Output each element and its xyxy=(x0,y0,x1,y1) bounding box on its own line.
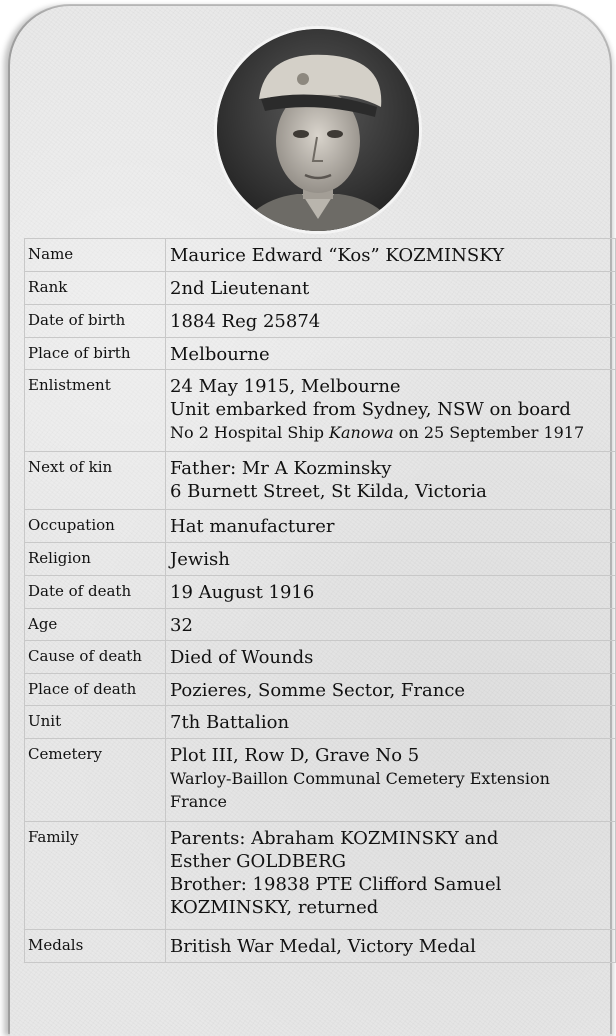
value-line: Parents: Abraham KOZMINSKY and xyxy=(170,828,499,849)
value-place-of-death xyxy=(166,674,616,706)
value-line: 1884 Reg 25874 xyxy=(170,311,321,332)
row-rank xyxy=(25,272,616,305)
value-cemetery xyxy=(166,739,616,822)
value-age xyxy=(166,609,616,641)
value-line xyxy=(170,421,615,444)
value-line: British War Medal, Victory Medal xyxy=(170,936,476,957)
label-occupation: Occupation xyxy=(25,510,166,543)
value-line: Died of Wounds xyxy=(170,647,314,668)
row-age xyxy=(25,609,616,641)
value-date-of-birth xyxy=(166,305,616,338)
row-date-of-birth xyxy=(25,305,616,338)
value-line: 19 August 1916 xyxy=(170,582,315,603)
row-unit xyxy=(25,706,616,739)
label-unit: Unit xyxy=(25,706,166,739)
service-details-table xyxy=(24,238,616,963)
row-next-of-kin xyxy=(25,452,616,510)
row-enlistment xyxy=(25,370,616,452)
value-line: 2nd Lieutenant xyxy=(170,278,310,299)
value-family xyxy=(166,822,616,930)
value-line: KOZMINSKY, returned xyxy=(170,897,379,918)
value-religion xyxy=(166,543,616,576)
label-age: Age xyxy=(25,609,166,641)
value-line: 24 May 1915, Melbourne xyxy=(170,376,401,397)
value-rank xyxy=(166,272,616,305)
value-line: Brother: 19838 PTE Clifford Samuel xyxy=(170,874,502,895)
value-name xyxy=(166,239,616,272)
label-medals: Medals xyxy=(25,930,166,963)
label-place-of-birth: Place of birth xyxy=(25,338,166,370)
label-next-of-kin: Next of kin xyxy=(25,452,166,510)
row-place-of-birth xyxy=(25,338,616,370)
value-unit xyxy=(166,706,616,739)
value-cause-of-death xyxy=(166,641,616,674)
label-rank: Rank xyxy=(25,272,166,305)
label-place-of-death: Place of death xyxy=(25,674,166,706)
value-line: Pozieres, Somme Sector, France xyxy=(170,680,466,701)
value-line: France xyxy=(170,792,228,811)
label-cause-of-death: Cause of death xyxy=(25,641,166,674)
row-medals xyxy=(25,930,616,963)
row-family xyxy=(25,822,616,930)
row-occupation xyxy=(25,510,616,543)
row-name xyxy=(25,239,616,272)
row-religion xyxy=(25,543,616,576)
value-line: Maurice Edward “Kos” KOZMINSKY xyxy=(170,245,505,266)
value-line: Melbourne xyxy=(170,344,270,365)
ship-name: Kanowa xyxy=(329,423,394,442)
value-line: 7th Battalion xyxy=(170,712,290,733)
ship-suffix: on 25 September 1917 xyxy=(393,423,585,442)
row-cause-of-death xyxy=(25,641,616,674)
label-date-of-birth: Date of birth xyxy=(25,305,166,338)
value-enlistment xyxy=(166,370,616,452)
value-line: Esther GOLDBERG xyxy=(170,851,347,872)
value-line: Jewish xyxy=(170,549,230,570)
soldier-portrait xyxy=(214,26,422,234)
label-enlistment: Enlistment xyxy=(25,370,166,452)
value-line: 32 xyxy=(170,615,193,636)
value-line: Warloy-Baillon Communal Cemetery Extension xyxy=(170,769,550,788)
value-place-of-birth xyxy=(166,338,616,370)
label-cemetery: Cemetery xyxy=(25,739,166,822)
row-date-of-death xyxy=(25,576,616,609)
value-line: 6 Burnett Street, St Kilda, Victoria xyxy=(170,481,487,502)
label-date-of-death: Date of death xyxy=(25,576,166,609)
value-line: Plot III, Row D, Grave No 5 xyxy=(170,745,420,766)
value-line: Hat manufacturer xyxy=(170,516,335,537)
value-date-of-death xyxy=(166,576,616,609)
label-family: Family xyxy=(25,822,166,930)
value-next-of-kin xyxy=(166,452,616,510)
label-religion: Religion xyxy=(25,543,166,576)
row-cemetery xyxy=(25,739,616,822)
value-occupation xyxy=(166,510,616,543)
value-medals xyxy=(166,930,616,963)
label-name: Name xyxy=(25,239,166,272)
value-line: Unit embarked from Sydney, NSW on board xyxy=(170,399,571,420)
portrait-image xyxy=(217,29,419,231)
value-line: Father: Mr A Kozminsky xyxy=(170,458,392,479)
row-place-of-death xyxy=(25,674,616,706)
ship-prefix: No 2 Hospital Ship xyxy=(170,423,330,442)
